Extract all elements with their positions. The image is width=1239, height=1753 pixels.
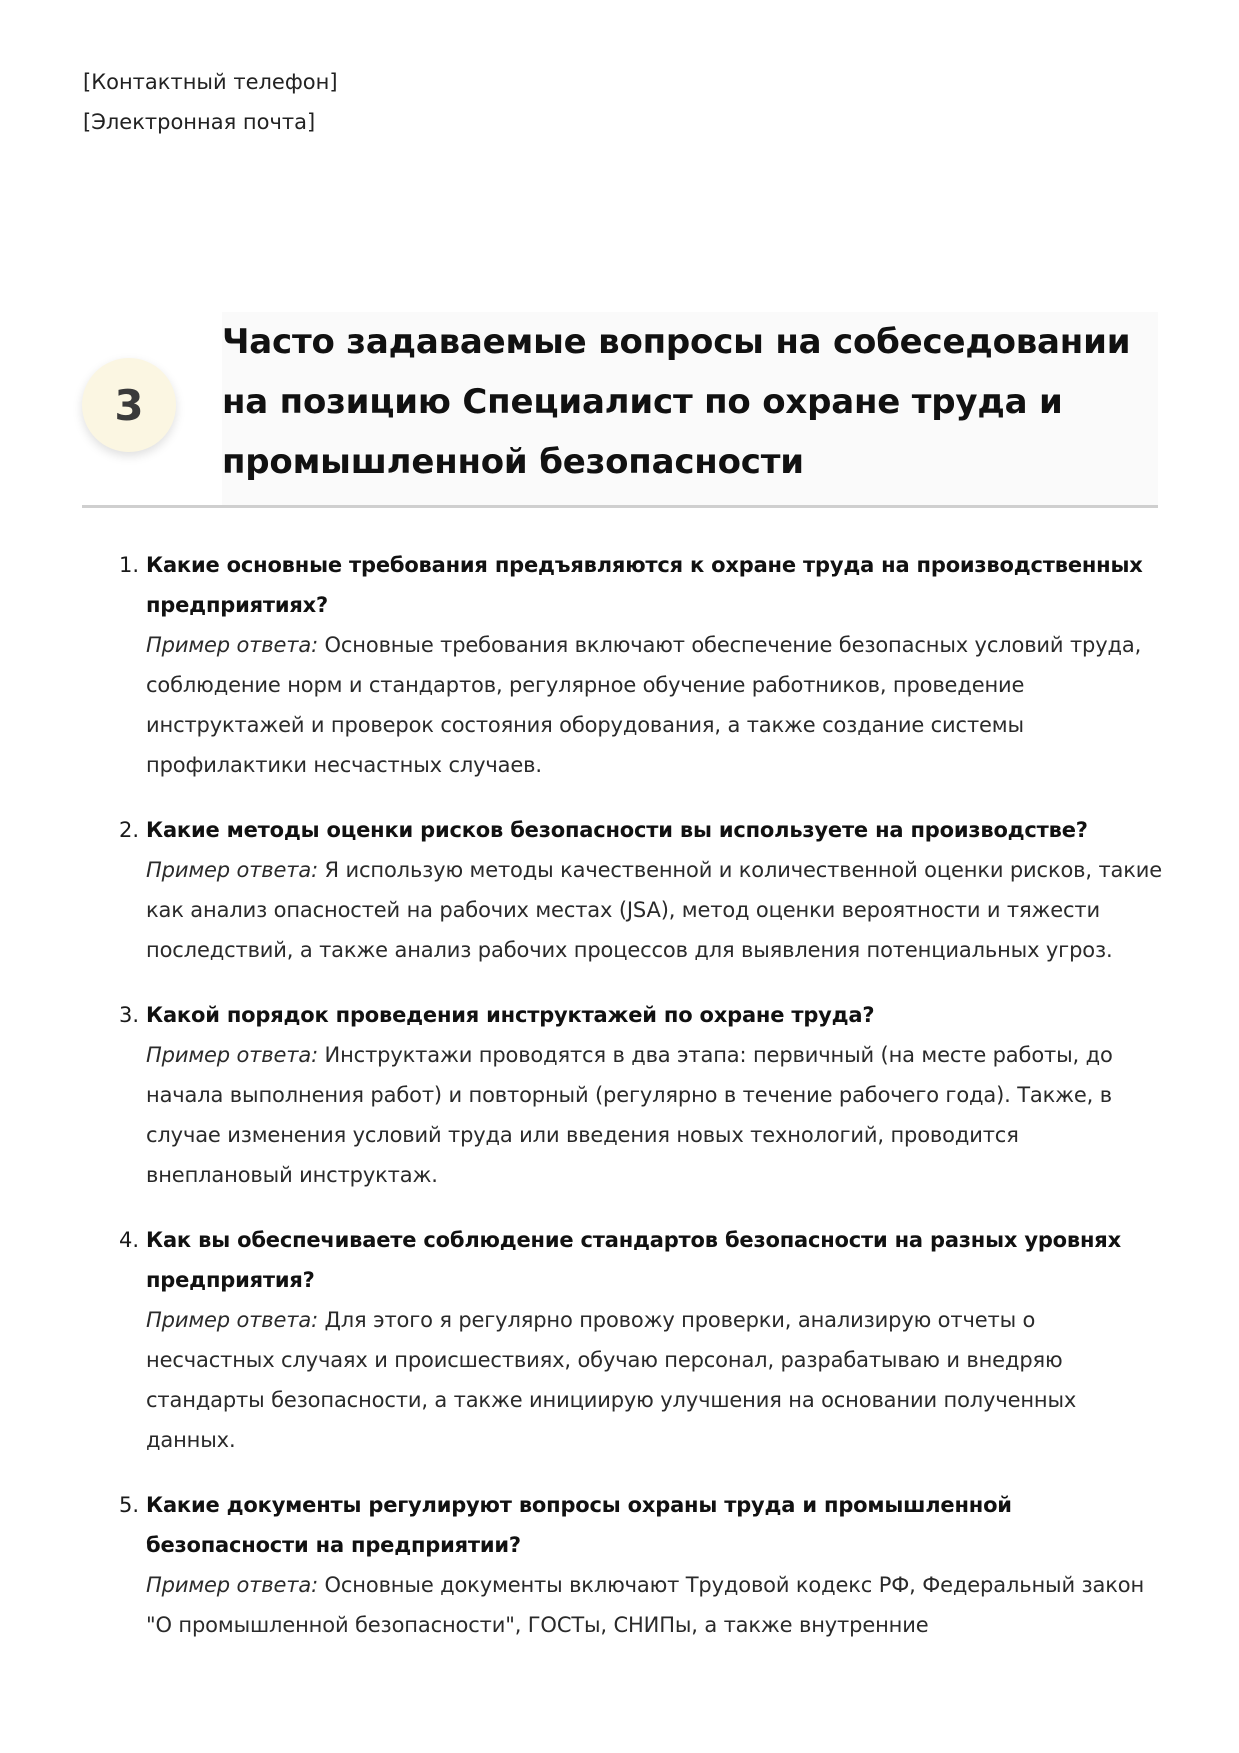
faq-item-number: 3.: [119, 1003, 140, 1027]
faq-answer: [146, 1300, 1170, 1460]
answer-label: Пример ответа:: [146, 1573, 318, 1597]
contact-email: [Электронная почта]: [83, 110, 316, 134]
faq-item-number: 5.: [119, 1493, 140, 1517]
faq-question: Какие документы регулируют вопросы охраны труда и промышленной безопасности на предприятии?: [146, 1493, 1012, 1557]
faq-question: Какой порядок проведения инструктажей по охране труда?: [146, 1003, 875, 1027]
faq-item-number: 4.: [119, 1228, 140, 1252]
faq-answer-text: Основные требования включают обеспечение безопасных условий труда, соблюдение норм и стандартов, регулярное обучение работников, проведение инструктажей и проверок состояния оборудования, а также создание системы профилактики несчастных случаев.: [146, 633, 1142, 777]
contact-block: [83, 62, 338, 142]
section-title: Часто задаваемые вопросы на собеседовании на позицию Специалист по охране труда и промышленной безопасности: [222, 322, 1131, 482]
answer-label: Пример ответа:: [146, 633, 318, 657]
faq-item: [110, 810, 1170, 970]
faq-item: [110, 995, 1170, 1195]
faq-list: [110, 545, 1170, 1670]
faq-item-number: 2.: [119, 818, 140, 842]
faq-item-number: 1.: [119, 553, 140, 577]
faq-question: Как вы обеспечиваете соблюдение стандартов безопасности на разных уровнях предприятия?: [146, 1228, 1121, 1292]
faq-question: Какие основные требования предъявляются к охране труда на производственных предприятиях?: [146, 553, 1143, 617]
faq-question: Какие методы оценки рисков безопасности вы используете на производстве?: [146, 818, 1088, 842]
faq-answer-text: Инструктажи проводятся в два этапа: первичный (на месте работы, до начала выполнения работ) и повторный (регулярно в течение рабочего года). Также, в случае изменения условий труда или введения новых технологий, проводится внеплановый инструктаж.: [146, 1043, 1113, 1187]
faq-answer-text: Я использую методы качественной и количественной оценки рисков, такие как анализ опасностей на рабочих местах (JSA), метод оценки вероятности и тяжести последствий, а также анализ рабочих процессов для выявления потенциальных угроз.: [146, 858, 1163, 962]
answer-label: Пример ответа:: [146, 1043, 318, 1067]
contact-phone: [Контактный телефон]: [83, 70, 338, 94]
section-header: [82, 312, 1158, 508]
faq-answer: [146, 1565, 1170, 1645]
faq-item: [110, 1220, 1170, 1460]
faq-answer: [146, 1035, 1170, 1195]
faq-answer-text: Основные документы включают Трудовой кодекс РФ, Федеральный закон "О промышленной безопасности", ГОСТы, СНИПы, а также внутренние: [146, 1573, 1145, 1637]
section-number-badge: 3: [82, 358, 176, 452]
faq-answer: [146, 625, 1170, 785]
answer-label: Пример ответа:: [146, 858, 318, 882]
faq-item: [110, 545, 1170, 785]
faq-item: [110, 1485, 1170, 1645]
answer-label: Пример ответа:: [146, 1308, 318, 1332]
faq-answer: [146, 850, 1170, 970]
faq-answer-text: Для этого я регулярно провожу проверки, анализирую отчеты о несчастных случаях и происшествиях, обучаю персонал, разрабатываю и внедряю стандарты безопасности, а также инициирую улучшения на основании полученных данных.: [146, 1308, 1077, 1452]
